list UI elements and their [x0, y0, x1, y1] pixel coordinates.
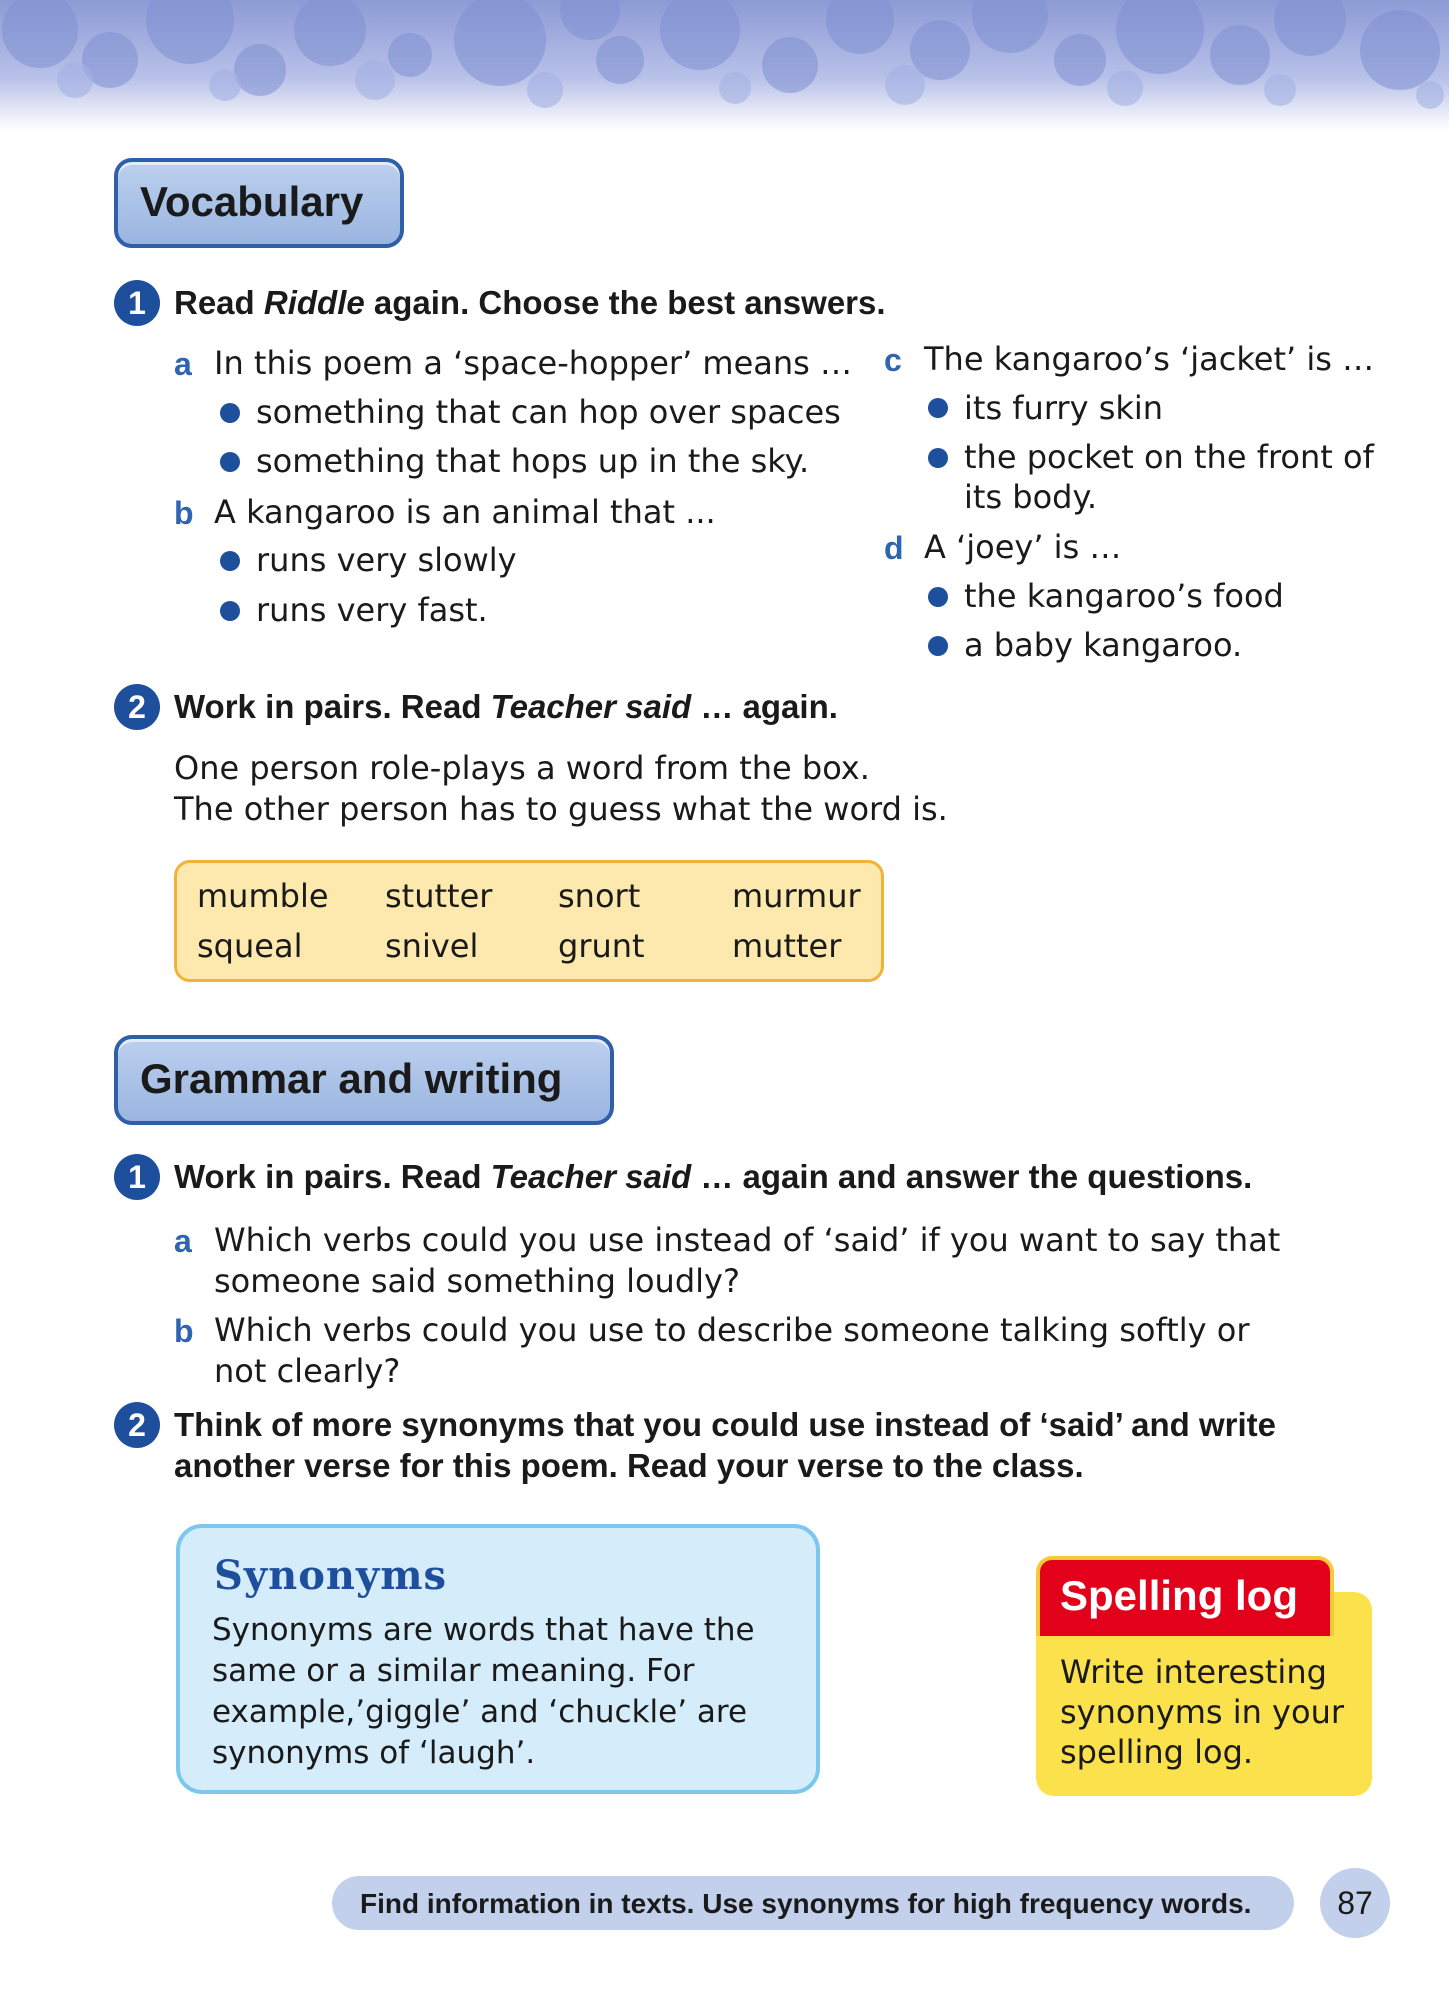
vocab-q1b-text: A kangaroo is an animal that ...: [214, 493, 716, 531]
word-grunt: grunt: [558, 927, 645, 965]
vocab-q1a-option: something that hops up in the sky.: [256, 442, 810, 480]
vocab-q1a-text: In this poem a ‘space-hopper’ means …: [214, 344, 853, 382]
word-mutter: mutter: [732, 927, 842, 965]
word-squeal: squeal: [197, 927, 303, 965]
grammar-heading: Grammar and writing: [114, 1035, 614, 1125]
bullet-icon: [928, 587, 948, 607]
vocab-q2-line2: The other person has to guess what the word is.: [174, 790, 948, 828]
vocab-q1d-option: a baby kangaroo.: [964, 626, 1243, 664]
word-stutter: stutter: [385, 877, 493, 915]
grammar-q1b-line1: Which verbs could you use to describe someone talking softly or: [214, 1311, 1250, 1349]
grammar-q1-instruction: Work in pairs. Read Teacher said … again and answer the questions.: [174, 1158, 1253, 1195]
vocab-q1d-option: the kangaroo’s food: [964, 577, 1284, 615]
vocab-q2-line1: One person role-plays a word from the box.: [174, 749, 870, 787]
synonyms-text: Synonyms are words that have the same or a similar meaning. For example,’giggle’ and ‘chuckle’ are synonyms of ‘laugh’.: [212, 1612, 755, 1771]
grammar-q2-line2: another verse for this poem. Read your verse to the class.: [174, 1447, 1084, 1484]
question-number-2: 2: [114, 1402, 160, 1448]
item-letter-d: d: [884, 530, 904, 566]
word-snivel: snivel: [385, 927, 479, 965]
synonyms-title: Synonyms: [214, 1552, 448, 1599]
bullet-icon: [928, 636, 948, 656]
grammar-q2-line1: Think of more synonyms that you could use instead of ‘said’ and write: [174, 1406, 1277, 1443]
vocab-q1b-option: runs very fast.: [256, 591, 488, 629]
bullet-icon: [220, 403, 240, 423]
word-murmur: murmur: [732, 877, 861, 915]
bullet-icon: [928, 398, 948, 418]
spelling-log-title: Spelling log: [1036, 1556, 1334, 1636]
question-number-1: 1: [114, 1154, 160, 1200]
vocab-q1-instruction: Read Riddle again. Choose the best answers.: [174, 284, 886, 321]
vocab-q1c-option-continued: its body.: [964, 478, 1098, 516]
footer-objective: Find information in texts. Use synonyms for high frequency words.: [360, 1888, 1252, 1919]
bullet-icon: [220, 452, 240, 472]
vocab-q2-instruction: Work in pairs. Read Teacher said … again.: [174, 688, 838, 725]
page-number: 87: [1320, 1868, 1390, 1938]
word-mumble: mumble: [197, 877, 329, 915]
vocab-q1c-option: the pocket on the front of: [964, 438, 1374, 476]
vocab-q1c-text: The kangaroo’s ‘jacket’ is …: [924, 340, 1375, 378]
vocab-q1a-option: something that can hop over spaces: [256, 393, 841, 431]
word-box: [174, 860, 884, 982]
item-letter-a: a: [174, 346, 192, 382]
item-letter-a: a: [174, 1223, 192, 1259]
bullet-icon: [220, 601, 240, 621]
question-number-1: 1: [114, 280, 160, 326]
grammar-q1a-line1: Which verbs could you use instead of ‘said’ if you want to say that: [214, 1221, 1281, 1259]
bullet-icon: [220, 551, 240, 571]
grammar-q1a-line2: someone said something loudly?: [214, 1262, 740, 1300]
vocab-q1b-option: runs very slowly: [256, 541, 517, 579]
spelling-log-text: Write interesting synonyms in your spelling log.: [1060, 1653, 1344, 1771]
vocab-q1c-option: its furry skin: [964, 389, 1164, 427]
synonyms-box: [176, 1524, 820, 1794]
item-letter-b: b: [174, 1313, 194, 1349]
item-letter-c: c: [884, 342, 902, 378]
vocabulary-heading: Vocabulary: [114, 158, 404, 248]
bullet-icon: [928, 448, 948, 468]
grammar-q1b-line2: not clearly?: [214, 1352, 401, 1390]
item-letter-b: b: [174, 495, 194, 531]
word-snort: snort: [558, 877, 641, 915]
vocab-q1d-text: A ‘joey’ is …: [924, 528, 1122, 566]
bubble-banner: [0, 0, 1449, 130]
question-number-2: 2: [114, 684, 160, 730]
